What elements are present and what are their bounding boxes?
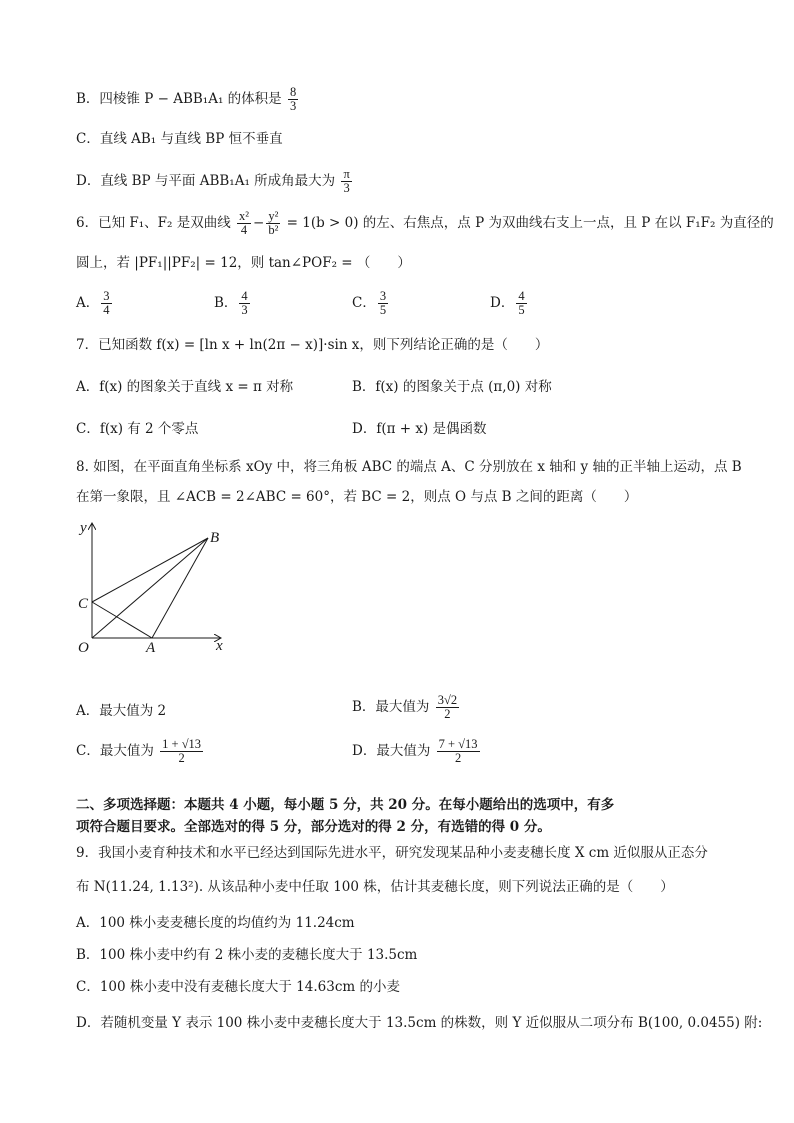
fraction-numerator: 8 [289,85,297,99]
q7-option-b: B．f(x) 的图象关于点 (π,0) 对称 [352,379,552,395]
segment-ob [92,538,208,638]
q6-stem-line2: 圆上，若 |PF₁||PF₂| = 12，则 tan∠POF₂ = （ ） [76,255,411,271]
q6-stem-part-b: = 1(b > 0) 的左、右焦点，点 P 为双曲线右支上一点，且 P 在以 F₁F₂ 为直径的 [286,215,774,231]
q8-option-b-fraction [436,694,459,721]
label-a: A [146,640,156,656]
q6-fraction-x [237,210,251,237]
fraction-denominator: 2 [178,751,185,765]
q8-stem-line2: 在第一象限，且 ∠ACB = 2∠ABC = 60°，若 BC = 2，则点 O 与点 B 之间的距离（ ） [76,489,638,505]
fraction-denominator: 5 [379,303,387,317]
fraction-numerator: 7 + √13 [438,737,478,751]
q9-stem-line2: 布 N(11.24, 1.13²). 从该品种小麦中任取 100 株，估计其麦穗长度，则下列说法正确的是（ ） [76,879,674,895]
q9-option-b: B．100 株小麦中约有 2 株小麦的麦穗长度大于 13.5cm [76,947,418,963]
fraction-numerator: y² [268,209,279,223]
q7-option-c: C．f(x) 有 2 个零点 [76,421,199,437]
label-c: C [78,596,89,612]
fraction-denominator: 2 [444,707,451,721]
fraction-denominator: 2 [454,751,462,765]
fraction-numerator: 4 [518,289,525,303]
q9-option-c: C．100 株小麦中没有麦穗长度大于 14.63cm 的小麦 [76,979,400,995]
q8-option-c-text: C．最大值为 [76,743,154,759]
q7-stem: 7．已知函数 f(x) = [ln x + ln(2π − x)]·sin x，则下列结论正确的是（ ） [76,337,549,353]
q6-fraction-y [266,210,280,237]
q8-option-c-fraction [160,738,203,765]
q6-option-c [352,290,390,317]
option-label: A． [76,295,100,311]
q8-option-d [352,738,482,765]
fraction-denominator: 5 [518,303,525,317]
label-o: O [78,640,89,656]
section-2-heading-line2: 项符合题目要求。全部选对的得 5 分，部分选对的得 2 分，有选错的得 0 分。 [76,819,551,835]
q5-option-d-fraction [341,168,351,195]
q8-option-d-text: D．最大值为 [352,743,431,759]
fraction-numerator: π [343,167,350,181]
q6-option-b [214,290,252,317]
option-label: C． [352,295,376,311]
q5-option-b-fraction [288,86,298,113]
fraction-denominator: 4 [240,223,248,237]
fraction-numerator: 3 [103,289,110,303]
option-fraction [239,290,249,317]
q9-option-d: D．若随机变量 Y 表示 100 株小麦中麦穗长度大于 13.5cm 的株数，则 Y 近似服从二项分布 B(100, 0.0455) 附: [76,1015,763,1031]
q9-stem-line1: 9．我国小麦育种技术和水平已经达到国际先进水平，研究发现某品种小麦麦穗长度 X cm 近似服从正态分 [76,845,708,861]
section-2-heading-line1: 二、多项选择题：本题共 4 小题，每小题 5 分，共 20 分。在每小题给出的选项中，有多 [76,797,615,813]
fraction-denominator: b² [268,223,279,237]
q9-option-a: A．100 株小麦麦穗长度的均值约为 11.24cm [76,915,355,931]
q5-option-c: C．直线 AB₁ 与直线 BP 恒不垂直 [76,131,283,147]
option-fraction [378,290,388,317]
q8-option-b-text: B．最大值为 [352,699,430,715]
q7-option-d: D．f(π + x) 是偶函数 [352,421,487,437]
q8-option-c [76,738,205,765]
label-b: B [210,530,220,546]
q5-option-d [76,168,354,195]
q8-option-a: A．最大值为 2 [76,703,167,719]
label-y: y [80,520,87,536]
q5-option-b [76,86,300,113]
q8-stem-line1: 8. 如图，在平面直角坐标系 xOy 中，将三角板 ABC 的端点 A、C 分别放在 x 轴和 y 轴的正半轴上运动，点 B [76,459,742,475]
option-fraction [101,290,111,317]
fraction-numerator: 4 [241,289,248,303]
q8-figure [70,518,250,658]
fraction-denominator: 4 [103,303,110,317]
segment-ca [92,602,152,638]
label-x: x [216,638,223,654]
fraction-numerator: 1 + √13 [162,737,202,751]
option-label: D． [490,295,515,311]
q7-option-a: A．f(x) 的图象关于直线 x = π 对称 [76,379,294,395]
fraction-denominator: 3 [289,99,297,113]
fraction-denominator: 3 [343,181,350,195]
fraction-numerator: 3√2 [437,693,458,707]
q5-option-b-text: B．四棱锥 P − ABB₁A₁ 的体积是 [76,91,282,107]
q5-option-d-text: D．直线 BP 与平面 ABB₁A₁ 所成角最大为 [76,173,336,189]
q8-option-b [352,694,461,721]
fraction-denominator: 3 [241,303,248,317]
q6-stem-line1: 6．已知 F₁、F₂ 是双曲线 $\frac{\text{x²}}{4}$ − $\frac{\text{y²}}{\text{b²}}$ = 1(b > 0) 的左、右焦点，点 P 为双曲线右支上一点，且 P 在以 F₁F₂ 为直径的 [76,209,774,237]
q6-option-a [76,290,114,317]
option-label: B． [214,295,238,311]
q6-option-d [490,290,529,317]
fraction-numerator: x² [239,209,250,223]
q6-stem-part-a: 6．已知 F₁、F₂ 是双曲线 [76,215,231,231]
q8-option-d-fraction [437,738,480,765]
option-fraction [516,290,526,317]
fraction-numerator: 3 [379,289,387,303]
